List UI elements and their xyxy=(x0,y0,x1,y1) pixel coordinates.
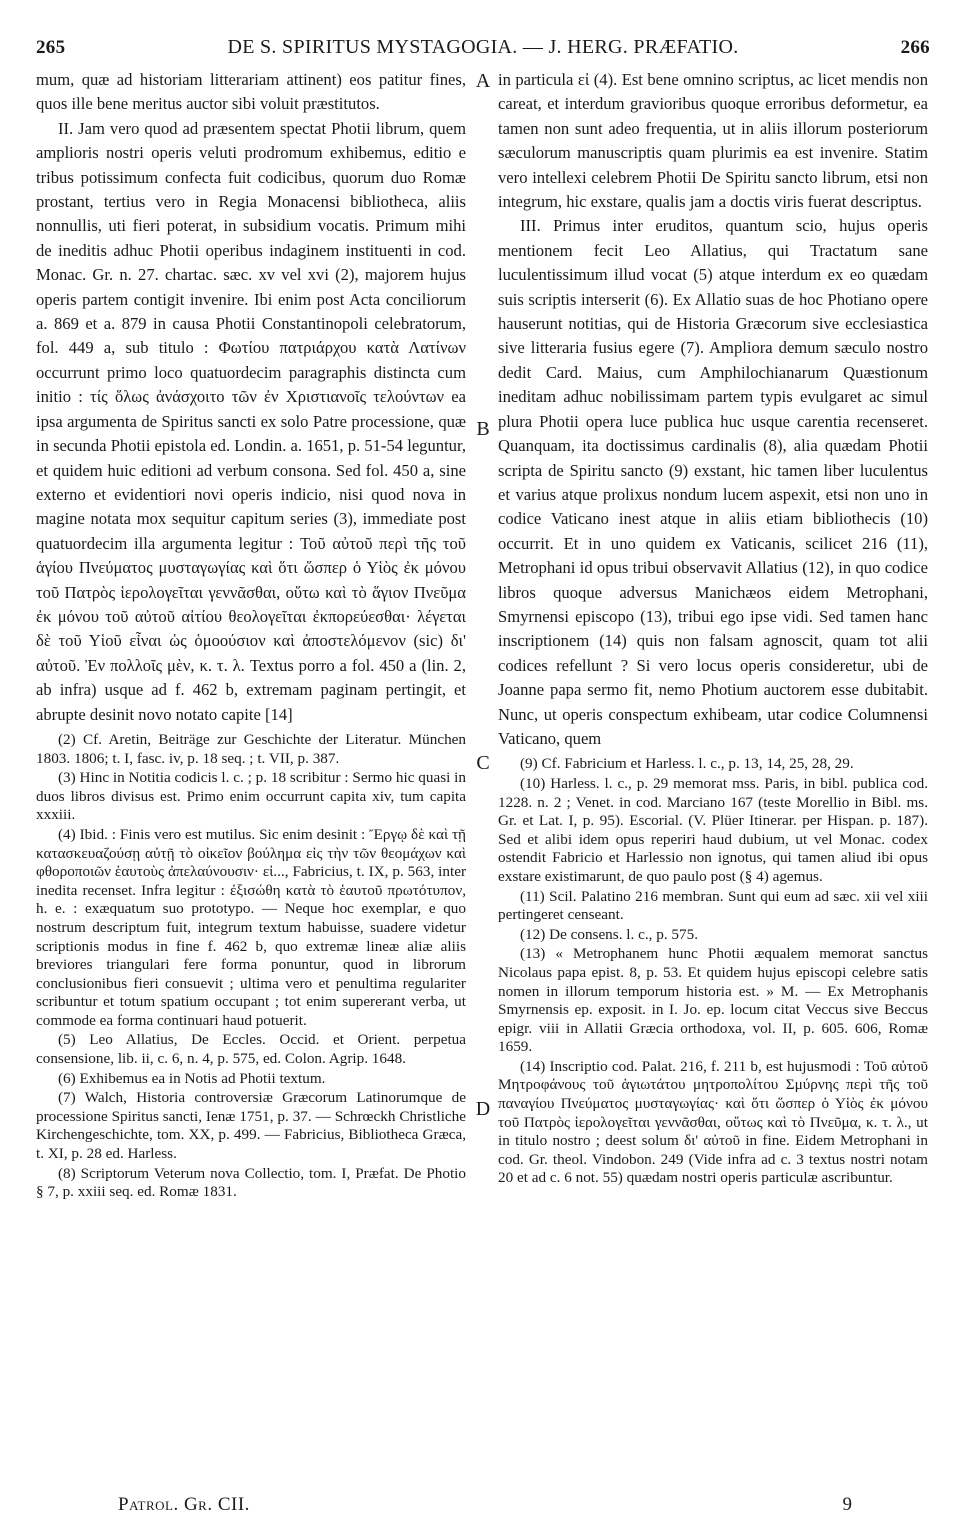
margin-letter-a: A xyxy=(475,70,491,92)
footnote-6: (6) Exhibemus ea in Notis ad Photii textum. xyxy=(58,1069,326,1087)
running-header xyxy=(36,36,930,62)
right-footnotes xyxy=(498,755,928,1188)
left-paragraph-2: II. Jam vero quod ad præsentem spectat Photii librum, quem amplioris nostri operis veluti prodromum exhibemus, editio e tribus potissimum confecta fuit codicibus, quorum duo Romæ prostant, tertius vero in Regia Monacensi bibliotheca, aliis nonnullis, uti fieri poterat, in subsidium vocatis. Primum mihi de ineditis adhuc Photii operibus indaginem instituenti in cod. Monac. Gr. n. 27. chartac. sæc. xv vel xvi (2), majorem hujus operis partem contigit invenire. Ibi enim post Acta conciliorum a. 869 et a. 879 in causa Photii Constantinopoli celebratorum, fol. 449 a, sub titulo : Φωτίου πατριάρχου κατὰ Λατίνων occurrunt primo loco quatuordecim paragraphis distincta cum initio : τίς ὅλως ἀνάσχοιτο τῶν ἐν Χριστιανοῖς τελούντων ea ipsa argumenta de Spiritus sancti ex solo Patre processione, quæ in secunda Photii epistola ed. Londin. a. 1651, p. 51-54 leguntur, et quidem huic editioni ad verbum consona. Sed fol. 450 a, sine externo et evidentiori novi operis indicio, nisi quod nova in magine notata mox sequitur capitum series (3), immediate post quatuordecim illa argumenta legitur : Τοῦ αὐτοῦ περὶ τῆς τοῦ ἁγίου Πνεύματος μυσταγωγίας καὶ ὅτι ὥσπερ ὁ Υἱὸς ἐκ μόνου τοῦ Πατρὸς ἱερολογεῖται γεννᾶσθαι, οὕτω καὶ τὸ ἅγιον Πνεῦμα ἐκ μόνου τοῦ αὐτοῦ αἰτίου θεολογεῖται ἐκπορεύεσθαι· λέγεται δὲ τοῦ Υἱοῦ εἶναι ὡς ὁμοούσιον καὶ ἀποστελόμενον (sic) δι' αὐτοῦ. Ἐν πολλοῖς μὲν, κ. τ. λ. Textus porro a fol. 450 a (lin. 2, ab infra) usque ad f. 462 b, extremam paginam pertingit, et abrupte desinit novo notato capite [14] xyxy=(36,118,466,724)
running-title: DE S. SPIRITUS MYSTAGOGIA. — J. HERG. PRÆFATIO. xyxy=(227,36,739,58)
left-page-number: 265 xyxy=(36,37,66,58)
margin-letter-d: D xyxy=(475,1098,491,1120)
page-footer xyxy=(118,1494,852,1516)
margin-letter-b: B xyxy=(476,418,490,440)
footnote-7: (7) Walch, Historia controversiæ Græcorum Latinorumque de processione Spiritus sancti, Ienæ 1751, p. 37. — Schrœckh Christliche Kirchengeschichte, tom. XX, p. 499. — Fabricius, Bibliotheca Græca, t. XI, p. 28 ed. Harless. xyxy=(36,1089,466,1163)
left-footnotes xyxy=(36,731,466,1202)
signature-mark: Patrol. Gr. CII. xyxy=(118,1494,250,1515)
left-paragraph-1: mum, quæ ad historiam litterariam attinent) eos patitur fines, quos ille bene meritus auctor sibi voluit præstitutos. xyxy=(36,70,466,114)
footnote-3: (3) Hinc in Notitia codicis l. c. ; p. 18 scribitur : Sermo hic quasi in duos libros divisus est. Primo enim occurrunt capita xiv, tum capita xxxiii. xyxy=(36,769,466,824)
footnote-9: (9) Cf. Fabricium et Harless. l. c., p. 13, 14, 25, 28, 29. xyxy=(520,755,854,773)
footnote-11: (11) Scil. Palatino 216 membran. Sunt qui eum ad sæc. xii vel xiii pertingeret censeant. xyxy=(498,887,928,924)
footnote-2: (2) Cf. Aretin, Beiträge zur Geschichte der Literatur. München 1803. 1806; t. I, fasc. iv, p. 18 seq. ; t. VII, p. 387. xyxy=(36,730,466,767)
footnote-14: (14) Inscriptio cod. Palat. 216, f. 211 b, est hujusmodi : Τοῦ αὐτοῦ Μητροφάνους τοῦ ἁγιωτάτου μητροπολίτου Σμύρνης περὶ τῆς τοῦ παναγίου Πνεύματος μυσταγωγίας· καὶ ὅτι ὥσπερ ὁ Υἱὸς ἐκ μόνου τοῦ Πατρὸς ἱερολογεῖται γεννᾶσθαι, οὕτως καὶ τὸ Πνεῦμα, κ. τ. λ., ut in titulo nostro ; deest solum δι' αὐτοῦ in fine. Eidem Metrophani in cod. Gr. theol. Vindobon. 249 (Vide infra ad c. 3 textus nostri notam 20 et ad c. 6 not. 55) quædam nostri operis particulæ ascribuntur. xyxy=(498,1057,928,1187)
right-paragraph-1: in particula εἰ (4). Est bene omnino scriptus, ac licet mendis non careat, et interdum gravioribus quoque erroribus deformetur, ea tamen non sunt adeo frequentia, ut in aliis illorum posteriorum sæculorum manuscriptis quam plurimis ea est invenire. Statim vero intellexi celebrem Photii De Spiritu sancto librum, etsi non integrum, hic exstare, qualis jam a doctis viris fuerat descriptus. xyxy=(498,70,928,212)
footnote-12: (12) De consens. l. c., p. 575. xyxy=(520,925,698,943)
footnote-5: (5) Leo Allatius, De Eccles. Occid. et Orient. perpetua consensione, lib. ii, c. 6, n. 4, p. 575, ed. Colon. Agrip. 1648. xyxy=(36,1031,466,1068)
sheet-number: 9 xyxy=(842,1494,852,1515)
footnote-4: (4) Ibid. : Finis vero est mutilus. Sic enim desinit : Ἔργῳ δὲ καὶ τῇ κατασκευαζούσῃ αὐτῇ τὸ οἰκεῖον βούλημα εἰς τὴν τῶν θεομάχων καὶ φθοροποιῶν ἑαυτοὺς ἀπελαύνουσιν· εἰ..., Fabricius, t. IX, p. 563, inter inedita recenset. Infra legitur : ἐξισώθη κατὰ τὸ ἑαυτοῦ πρωτότυπον, h. e. : exæquatum suo prototypo. — Neque hoc exemplar, e quo nostrum descriptum fuit, integrum textum habuisse, suadere videtur scriptionis modus in fine f. 462 b, quo extremæ lineæ aliæ aliis breviores triangulari fere forma ponuntur, quod in librorum conclusionibus fieri consuevit ; ultima vero et penultima regulariter scribuntur et totum spatium occupant ; tot enim supererant verba, ut commode ea forma continuari haud potuerit. xyxy=(36,825,466,1029)
right-column xyxy=(498,68,928,1189)
footnote-10: (10) Harless. l. c., p. 29 memorat mss. Paris, in bibl. publica cod. 1228. n. 2 ; Venet. in cod. Marciano 167 (teste Morellio in Bibl. ms. Gr. et Lat. I, p. 95). Escorial. (V. Plüer Itinerar. per Hispan. p. 187). Sed et alibi idem opus reperiri haud dubium, ut vel Monac. codex ostendit Fabricio et Harlessio non ignotus, qui tamen aliud ibi opus exstare existimarunt, de quo paulo post (§ 4) agemus. xyxy=(498,774,928,885)
footnote-8: (8) Scriptorum Veterum nova Collectio, tom. I, Præfat. De Photio § 7, p. xxiii seq. ed. Romæ 1831. xyxy=(36,1164,466,1201)
right-paragraph-2: III. Primus inter eruditos, quantum scio, hujus operis mentionem fecit Leo Allatius, qui Tractatum sane luculentissimum illud vocat (5) atque interdum ex eo quædam suis scriptis interserit (6). Ex Allatio suas de hoc Photiano opere hauserunt notitias, qui de Historia Græcorum sive ecclesiastica sive litteraria fusius egere (7). Ampliora demum sæculo nostro dedit Card. Maius, cum Amphilochianarum Quæstionum ineditam adhuc nobilissimam partem typis evulgaret ac simul plura Photii opera luce publica huc usque carentia recenseret. Quanquam, ita doctissimus cardinalis (8), alia quædam Photii scripta de Spiritu sancto (9) exstant, hic tamen liber luculentus et varius atque prolixus nondum lucem aspexit, etsi non uno in codice Vaticano inest atque in aliis etiam bibliothecis (10) occurrit. Et in uno quidem ex Vaticanis, scilicet 216 (11), Metrophani id opus tribui observavit Allatius (12), in quo codice libros quoque adversus Manichæos eidem Metrophani, Smyrnensi episcopo (13), tribui ego ipse vidi. Sed tamen hanc inscriptionem (14) quis non falsam agnoscit, quam tot alii codices refellunt ? Si vero locus operis consideretur, ubi de Joanne papa sermo fit, nemo Photium auctorem esse dubitabit. Nunc, ut operis conspectum exhibeam, utar codice Columnensi Vaticano, quem xyxy=(498,216,928,748)
left-column xyxy=(36,68,466,1203)
footnote-13: (13) « Metrophanem hunc Photii æqualem memorat sanctus Nicolaus papa epist. 8, p. 53. Et quidem hujus episcopi celebre satis nomen in illorum temporum historia est. » M. — Ex Metrophanis Smyrnensis ep. exposit. in I. Jo. ep. locum citat Veccus sive Beccus epigr. viii in Allatii Græcia orthodoxa, vol. II, p. 605. 606, Romæ 1659. xyxy=(498,945,928,1056)
margin-letter-c: C xyxy=(476,752,490,774)
right-page-number: 266 xyxy=(900,37,930,58)
